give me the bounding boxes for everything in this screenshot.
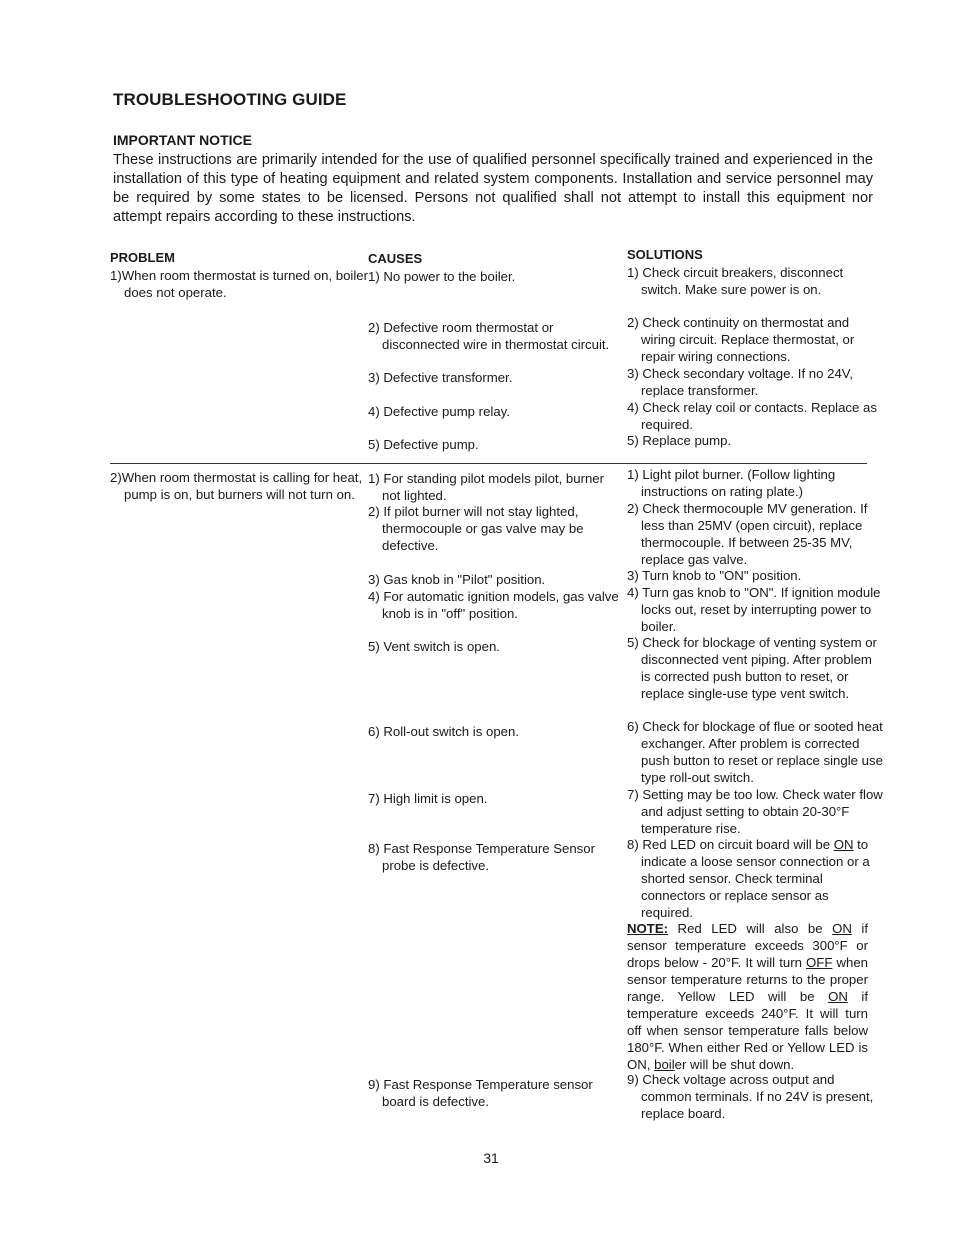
note-text-3: when sensor temperature returns to the proper range. Yellow LED will be bbox=[627, 955, 868, 1004]
cause-1-3: 3) Defective transformer. bbox=[368, 370, 513, 385]
solution-2-8-text-b: to indicate a loose sensor connection or a shorted sensor. Check terminal connectors or replace sensor as required. bbox=[641, 837, 870, 920]
solution-2-8 bbox=[627, 836, 883, 921]
cause-2-2: 2) If pilot burner will not stay lighted, thermocouple or gas valve may be defective. bbox=[368, 504, 584, 553]
note-text-5: er will be shut down. bbox=[674, 1057, 795, 1072]
solution-2-8-text-a: 8) Red LED on circuit board will be bbox=[627, 837, 834, 852]
problem-header: PROBLEM bbox=[110, 250, 175, 265]
problem-1: 1)When room thermostat is turned on, boiler does not operate. bbox=[110, 268, 369, 300]
cause-2-9: 9) Fast Response Temperature sensor board is defective. bbox=[368, 1077, 593, 1109]
solution-2-1: 1) Light pilot burner. (Follow lighting instructions on rating plate.) bbox=[627, 467, 836, 499]
solution-1-1: 1) Check circuit breakers, disconnect switch. Make sure power is on. bbox=[627, 265, 844, 297]
solution-2-7: 7) Setting may be too low. Check water flow and adjust setting to obtain 20-30°F temperature rise. bbox=[627, 787, 883, 836]
note-text-4: if temperature exceeds 240°F. It will turn off when sensor temperature falls below 180°F. When either Red or Yellow LED is ON, bbox=[627, 989, 868, 1072]
note-label: NOTE: bbox=[627, 921, 669, 936]
cause-2-7: 7) High limit is open. bbox=[368, 791, 488, 806]
note-on-2: ON bbox=[828, 989, 848, 1004]
solution-2-4: 4) Turn gas knob to "ON". If ignition module locks out, reset by interrupting power to boiler. bbox=[627, 585, 881, 634]
causes-header: CAUSES bbox=[368, 251, 423, 266]
page-number: 31 bbox=[483, 1150, 499, 1166]
note-on-1: ON bbox=[832, 921, 852, 936]
page-title: TROUBLESHOOTING GUIDE bbox=[113, 90, 347, 109]
cause-2-6: 6) Roll-out switch is open. bbox=[368, 724, 519, 739]
problem-2: 2)When room thermostat is calling for heat, pump is on, but burners will not turn on. bbox=[110, 470, 363, 502]
solution-2-2: 2) Check thermocouple MV generation. If less than 25MV (open circuit), replace thermocouple. If between 25-35 MV, replace gas valve. bbox=[627, 501, 868, 567]
solution-1-3: 3) Check secondary voltage. If no 24V, replace transformer. bbox=[627, 366, 854, 398]
note-off: OFF bbox=[806, 955, 833, 970]
cause-2-3: 3) Gas knob in "Pilot" position. bbox=[368, 572, 546, 587]
cause-1-4: 4) Defective pump relay. bbox=[368, 404, 510, 419]
notice-body: These instructions are primarily intended for the use of qualified personnel specifically trained and experienced in the installation of this type of heating equipment and related system components. Installation and service personnel may be required by some states to be licensed. Persons not qualified shall not attempt to install this equipment nor attempt repairs according to these instructions. bbox=[113, 152, 873, 225]
solutions-header: SOLUTIONS bbox=[627, 247, 703, 262]
cause-2-4: 4) For automatic ignition models, gas valve knob is in "off" position. bbox=[368, 589, 619, 621]
notice-heading: IMPORTANT NOTICE bbox=[113, 132, 252, 148]
cause-2-1: 1) For standing pilot models pilot, burner not lighted. bbox=[368, 471, 605, 503]
solution-1-4: 4) Check relay coil or contacts. Replace as required. bbox=[627, 400, 877, 432]
solution-2-8-on: ON bbox=[833, 837, 854, 852]
solution-2-3: 3) Turn knob to "ON" position. bbox=[627, 568, 802, 583]
solution-2-9: 9) Check voltage across output and common terminals. If no 24V is present, replace board. bbox=[627, 1072, 874, 1121]
note-boil: boil bbox=[654, 1057, 675, 1072]
cause-1-1: 1) No power to the boiler. bbox=[368, 269, 516, 284]
cause-2-8: 8) Fast Response Temperature Sensor probe is defective. bbox=[368, 841, 595, 873]
solution-2-6: 6) Check for blockage of flue or sooted heat exchanger. After problem is corrected push button to reset or replace single use type roll-out switch. bbox=[627, 719, 883, 785]
sensor-note bbox=[627, 920, 868, 1073]
note-text-1: Red LED will also be bbox=[668, 921, 833, 936]
cause-1-5: 5) Defective pump. bbox=[368, 437, 479, 452]
cause-1-2: 2) Defective room thermostat or disconnected wire in thermostat circuit. bbox=[368, 320, 610, 352]
cause-2-5: 5) Vent switch is open. bbox=[368, 639, 500, 654]
solution-1-2: 2) Check continuity on thermostat and wiring circuit. Replace thermostat, or repair wiring connections. bbox=[627, 315, 855, 364]
note-text-2: if sensor temperature exceeds 300°F or drops below - 20°F. It will turn bbox=[627, 921, 868, 970]
solution-1-5: 5) Replace pump. bbox=[627, 433, 732, 448]
solution-2-5: 5) Check for blockage of venting system or disconnected vent piping. After problem is corrected push button to reset, or replace single-use type vent switch. bbox=[627, 635, 877, 701]
section-divider bbox=[110, 463, 867, 464]
